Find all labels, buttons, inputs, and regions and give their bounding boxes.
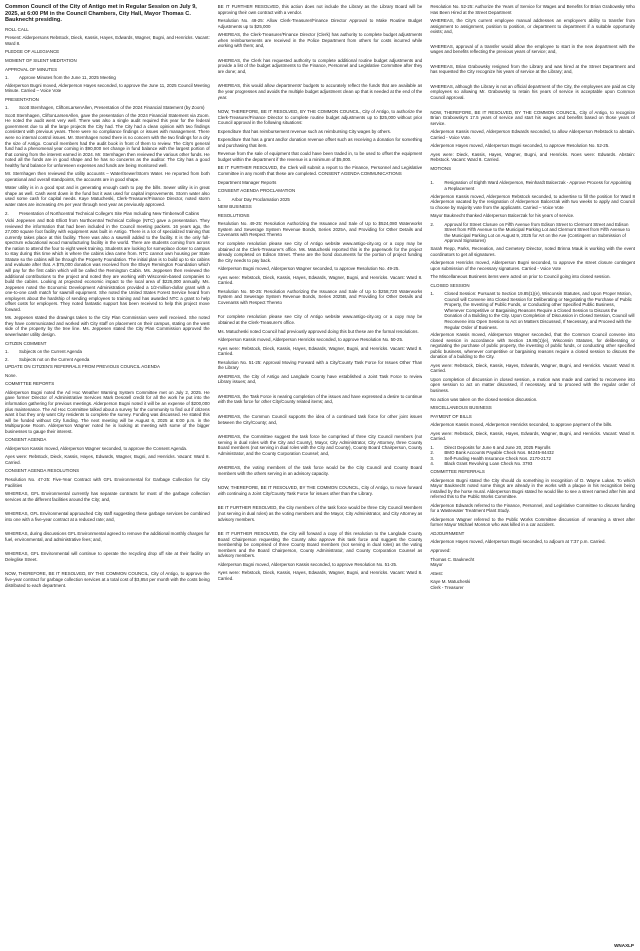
paragraph: WHEREAS, the City's current employee manual addresses an employee's ability to transfer from assignment to assignment, position to position, or department to department if a suitable opportunity exists; and, [430, 18, 636, 35]
paragraph: Ayes were: Rebstock, Dieck, Kassis, Hayes, Edwards, Wagner, Bugni, and Henricks. Vacant: Ward 8. Carried. [217, 570, 423, 581]
item-text: Presentation of Northcentral Technical College's Site Plan Including New Timberwolf Cabins [19, 210, 200, 216]
paragraph: Ayes were: Rebstock, Dieck, Kassis, Hayes, Edwards, Wagner, Bugni, and Henricks. Vacant: Ward 8. Carried. [430, 430, 636, 442]
paragraph: Alderperson Kassis moved, Alderperson Henricks seconded, to approve payment of the bills. [430, 422, 613, 428]
numbered-item [5, 357, 210, 363]
section-heading: MOTIONS [430, 165, 452, 171]
paragraph: Mayor Bauknecht thanked Alderperson Balcerzak for his years of service. [430, 213, 575, 219]
item-text: Approve Minutes from the June 11, 2025 Meeting [19, 75, 116, 81]
paragraph: WHEREAS, the Clerk has requested authority to complete additional routine budget adjustments and provide a list of the budget adjustments to the Finance, Personnel and Legislative Committee after they are done; and, [217, 57, 423, 74]
paragraph: Alderperson Bugni stated the City should do something in recognition of D. Wayne Lukas. To which Mayor Bauknecht noted some things are already in the works with a plaque in his recognition being installed by the horse mural. Alderperson Bugni stated he would like to see a street named after him and referred this to the Public Works Committee. [430, 477, 636, 500]
numbered-item [5, 75, 210, 81]
item-number: 4. [430, 461, 435, 467]
item-number: 2. [5, 356, 9, 362]
paragraph: Alderperson Hayes moved, Alderperson Bugni seconded, to approve Resolution No. 52-25. [430, 143, 610, 149]
paragraph: Alderperson Bugni noted the Ad Hoc Weather Warning System Committee met on July 2, 2025. He gave former Director of Administrative Services Mark Desotell credit for all the work he put into the information gathering for previous meetings. Alderperson Bugni noted it will be an expense of $200,000 plus maintenance. The Ad Hoc Committee talked about a survey for the community to find out if citizens want it but they only want City residents to complete the survey. Funding was discussed. He stated this will be funded without City funding. The next meeting will be August 6, 2025 at 6:00 p.m. in the Multipurpose Room. Alderperson Wagner noted he is looking at meeting with some of the bigger businesses to gauge their interest. [5, 389, 210, 434]
item-number: 3. [430, 455, 435, 461]
section-heading: Mayor [430, 562, 443, 568]
paragraph: Alderperson Kassis moved, Alderperson Henricks seconded, to approve Resolution No. 50-25. [217, 337, 404, 343]
paragraph: Alderperson Kassis moved, Alderperson Edwards seconded, to allow Alderperson Rebstock to abstain. Carried - Voice Vote. [430, 129, 636, 140]
paragraph: Alderperson Kassis moved, Alderperson Rebstock seconded, to advertise to fill the position for Ward 8 Alderperson vacated by the resignation of Alderperson Balcerzak with two weeks to apply and Council to choose by majority vote from the applicants. Carried – Voice Vote [430, 193, 636, 210]
paragraph: Alderperson Bugni moved, Alderperson Kassis seconded, to approve Resolution No. 51-25. [217, 561, 398, 567]
paragraph: Resolution No. 51-25: Approval Moving Forward with a City/County Task Force for Issues Other Than the Library [217, 359, 423, 371]
paragraph: The Miscellaneous Business items were acted on prior to Council going into closed session. [430, 274, 611, 280]
item-text: Closed Session: Pursuant to Section 19.85(1)(e), Wisconsin Statutes, and Upon Proper Motion, Council will Convene into Closed Session for Deliberating or Negotiating the Purchase of Public Property, the Investing of Public Funds, or Conducting other Specified Public Business, Whenever Competitive or Bargaining Reasons Require a Closed Session to Discuss the Donation of a Building to the City. Upon Completion of Discussion in Closed Session, Council will Reconvene into Open Session to Act on Matters Discussed, If Necessary, and Proceed with the Regular Order of Business. [444, 291, 635, 330]
paragraph: WHEREAS, GFL Environmental will continue to operate the recycling drop off site at their facility on Deleglise Street. [5, 551, 210, 562]
paragraph: WHEREAS, the Task Force is nearing completion of the issues and have expressed a desire to continue with the task force for other City/County related items; and, [217, 393, 423, 405]
paragraph: Revenue from the sale of equipment that could have been traded in, to be used to offset the equipment budget within the department if the revenue is a minimum of $5,000. [217, 151, 423, 162]
numbered-item [218, 197, 423, 203]
column-1 [5, 4, 210, 944]
paragraph: None. [5, 372, 17, 378]
section-heading: CLOSED SESSION [430, 282, 470, 288]
paragraph: Alderperson Hayes moved, Alderperson Bugni seconded, to adjourn at 7:37 p.m. Carried. [430, 539, 606, 545]
paragraph: NOW, THEREFORE, BE IT RESOLVED, BY THE COMMON COUNCIL, City of Antigo, to move forward with continuing a Joint City/County Task Force for issues other than the Library. [217, 485, 423, 496]
paragraph: WHEREAS, Brian Grabowsky resigned from the Library and was hired at the Street Department and has requested the City recognize his years of service at the Library; and, [430, 63, 636, 75]
item-number: 2. [5, 210, 9, 216]
item-number: 1. [5, 105, 9, 111]
section-heading: CONSENT AGENDA [5, 437, 47, 443]
item-number: 2. [430, 450, 435, 456]
paragraph: BE IT FURTHER RESOLVED, the City will forward a copy of this resolution to the Langlade County Board Chairperson requesting the County also approve this task force and suggest the County membership be comprised of three County Board members (not serving in dual roles) as the voting members and the Board Chairperson, County Administrator, and County Corporation Counsel as advisory members. [217, 531, 423, 559]
section-heading: ADJOURNMENT [430, 530, 465, 536]
paragraph: Resolution No. 49-25: Resolution Authorizing the Issuance and Sale of Up to $524,080 Waterworks System and Sewerage System Revenue Bonds, Series 2025A, and Providing for Other Details and Covenants with Respect Thereto [217, 221, 423, 238]
paragraph: Resolution No. 48-25: Allow Clerk-Treasurer/Finance Director Approval to Make Routine Budget Adjustments up to $25,000 [217, 18, 423, 29]
paragraph: Alderperson Henricks moved, Alderperson Bugni seconded, to approve the street closure contingent upon submission of the necessary signatures. Carried - Voice Vote [430, 260, 636, 271]
paragraph: For complete resolution please see City of Antigo website www.antigo-city.org or a copy may be obtained at the Clerk-Treasurer's office. Ms. Matucheski reported this is the paperwork for the project already completed on Edison Street. These are the bond documents for the portion of project funding the City needs to pay back. [217, 240, 423, 263]
paragraph: Ayes were: Rebstock, Dieck, Kassis, Hayes, Edwards, Wagner, Bugni, and Henricks. Vacant: Ward 8. Carried. [5, 454, 210, 465]
section-heading: Attest: [430, 570, 443, 576]
paragraph: WHEREAS, during discussions GFL Environmental agreed to remove the additional monthly charges for fuel, environmental, and administrative fees; and, [5, 531, 210, 542]
section-heading: PRESENTATION [5, 96, 39, 102]
notice-columns [5, 4, 635, 944]
signatory-name: Thomas C. Bauknecht [430, 556, 475, 562]
section-heading: Department Manager Reports [217, 179, 277, 185]
item-text: Arbor Day Proclamation 2025 [231, 196, 290, 202]
item-number: 1. [430, 444, 435, 450]
paragraph: NOW, THEREFORE, BE IT RESOLVED, BY THE COMMON COUNCIL, City of Antigo, to authorize the Clerk-Treasurer/Finance Director to complete routine budget adjustments up to $25,000 without prior Council approval in the following situations: [217, 109, 423, 126]
paragraph: Alderperson Edwards referred to the Finance, Personnel, and Legislative Committee to discuss funding for a Wastewater Treatment Plant Study. [430, 502, 636, 514]
paragraph: Resolution No. 52-25: Authorize the Years of Service for Wages and Benefits for Brian Grabowsky Who Has Been Hired at the Street Department [430, 4, 636, 15]
section-heading: UPDATE ON CITIZEN'S REFERRALS FROM PREVIOUS COUNCIL AGENDA [5, 364, 160, 370]
item-text: Resignation of Eighth Ward Alderperson, Reinhardt Balcerzak - Approve Process for Appointing a Replacement [444, 180, 632, 192]
section-heading: Clerk - Treasurer [430, 584, 464, 590]
section-heading: CONSENT AGENDA PROCLAMATION [217, 188, 296, 194]
numbered-item [430, 291, 635, 330]
signatory-name: Kaye M. Matucheski [430, 579, 471, 585]
item-number: 2. [430, 221, 435, 227]
paragraph: BE IT FURTHER RESOLVED, this action does not include the Library as the Library Board will be approving their own contract with a vendor. [217, 4, 423, 15]
paragraph: Alderperson Wagner referred to the Public Works Committee discussion of renaming a street after former Mayor Michael Monson who was killed in a car accident. [430, 516, 636, 528]
paragraph: NOW, THEREFORE, BE IT RESOLVED, BY THE COMMON COUNCIL, City of Antigo, to approve the five-year contract for garbage collection services at a total cost of $3,854 per month with the costs being distributed to each department. [5, 571, 210, 588]
paragraph: BE IT FURTHER RESOLVED, the Clerk will submit a report to the Finance, Personnel and Legislative Committee in any month that these are completed. CONSENT AGENDA COMMUNICATIONS [217, 165, 423, 177]
item-text: Black Grant Revolving Loan Check No. 3793 [444, 461, 533, 467]
headline: Common Council of the City of Antigo met in Regular Session on July 9, 2025, at 6:00 PM in the Council Chambers, City Hall, Mayor Thomas C. Bauknecht presiding. [5, 4, 197, 24]
paragraph: Alderperson Kassis moved, Alderperson Wagner seconded, that the Common Council convene into closed session in accordance with Section 19.85(1)(e), Wisconsin Statutes, for deliberating or negotiating the purchase of public property, the investing of public funds, or conducting other specified public business, whenever competitive or bargaining reasons require a closed session to discuss the donation of a building to the City. [430, 332, 636, 360]
section-heading: CITIZEN COMMENT [5, 340, 47, 346]
section-heading: Approved: [430, 548, 451, 554]
paragraph: WHEREAS, this would allow departments' budgets to accurately reflect the funds that are available as the year progresses and avoids the multiple budget adjustment clean up that is needed at the end of the year. [217, 83, 423, 100]
paragraph: Alderperson Kassis moved, Alderperson Wagner seconded, to approve the Consent Agenda. [5, 445, 188, 451]
numbered-item [430, 180, 635, 191]
paragraph: Ms. Jeppesen stated the drawings taken to the City Plan Commission were well received. She noted they have communicated and worked with City staff on placement on their campus, stating on the west side of the property by the tree line. Ms. Jeppesen stated the City Plan Commission approved the sewer/water utility design. [5, 315, 210, 338]
numbered-item [5, 105, 210, 111]
section-heading: MOMENT OF SILENT MEDITATION [5, 57, 77, 63]
paragraph: WHEREAS, GFL Environmental currently has separate contracts for most of the garbage collection services at the different facilities around the City; and, [5, 491, 210, 502]
paragraph: Ayes were: Rebstock, Dieck, Kassis, Hayes, Edwards, Wagner, Bugni, and Henricks. Vacant: Ward 8. Carried. [430, 362, 636, 374]
paragraph: Expenditure that has a grant and/or donation revenue offset such as receiving a donation for something and purchasing that item. [217, 137, 423, 148]
item-text: Self-Funding Health Insurance Check Nos. 2170-2172 [444, 455, 551, 461]
paragraph: Ayes were: Rebstock, Dieck, Kassis, Hayes, Edwards, Wagner, Bugni, and Henricks. Vacant: Ward 8. Carried. [217, 274, 423, 286]
paragraph: WHEREAS, approval of a transfer would allow the employee to start in the new department with the wages and benefits reflecting the previous years of service; and, [430, 43, 636, 55]
paragraph: Alderperson Bugni moved, Alderperson Hayes seconded, to approve the June 11, 2025 Council Meeting Minute. Carried – Voice Vote [5, 82, 210, 94]
item-number: 1. [5, 349, 9, 355]
paragraph: Water utility is in a good spot and is generating enough cash to pay the bills. Sewer utility is in great shape as well. Cash went down in the fund but it was used for capital improvements. Storm water also used some cash for capital needs. Kaye Matucheski, Clerk-Treasurer/Finance Director, noted storm water rates are increasing 4% per year through next year as previously approved. [5, 185, 210, 207]
item-text: Direct Deposits for June 6 and June 20, 2025 Payrolls [444, 444, 551, 450]
section-heading: RESOLUTIONS [217, 212, 250, 218]
section-heading: APPROVAL OF MINUTES [5, 66, 58, 72]
item-number: 1. [5, 75, 9, 81]
paragraph: Expenditure that has reimbursement revenue such as reimbursing City wages by others. [217, 128, 392, 134]
paragraph: Upon completion of discussion in closed session, a motion was made and carried to reconvene into open session to act on matter discussed, if necessary, and to proceed with the regular order of business. [430, 376, 636, 393]
paragraph: WHEREAS, the City of Antigo and Langlade County have established a Joint Task Force to review Library issues; and, [217, 373, 423, 385]
paragraph: Ayes were: Dieck, Kassis, Hayes, Wagner, Bugni, and Henricks. Noes were: Edwards. Abstain: Rebstock. Vacant: Ward 8. Carried. [430, 151, 636, 163]
item-number: 1. [217, 196, 222, 202]
paragraph: Ayes were: Rebstock, Dieck, Kassis, Hayes, Edwards, Wagner, Bugni, and Henricks. Vacant: Ward 8. Carried. [217, 345, 423, 357]
section-heading: COMMITTEE REPORTS [5, 381, 55, 387]
paragraph: ROLL CALL [5, 26, 29, 32]
section-heading: NEW BUSINESS [217, 204, 252, 210]
paragraph: BE IT FURTHER RESOLVED, the City members of the task force would be three City Council Members (not serving in dual roles) as the voting members and the Mayor, City Administrator, and City Attorney as advisory members. [217, 505, 423, 522]
column-2 [218, 4, 423, 944]
section-heading: PAYMENT OF BILLS [430, 413, 472, 419]
paragraph: Resolution No. 50-25: Resolution Authorizing the Issuance and Sale of Up to $258,720 Waterworks System and Sewerage System Revenue Bonds, Series 2025B, and Providing for Other Details and Covenants with Respect Thereto [217, 288, 423, 305]
paragraph: WHEREAS, the Clerk-Treasurer/Finance Director (Clerk) has authority to complete budget adjustments when reimbursements are received in the Police Department from others for costs incurred while working with them; and, [217, 32, 423, 49]
numbered-item [430, 222, 635, 244]
item-number: 1. [430, 180, 435, 186]
item-text: Scott Sternhagen, CliftonLarsenAllen, Presentation of the 2024 Financial Statement (by Zoom) [19, 105, 205, 111]
paragraph: WHEREAS, although the Library is not an official department of the City, the employees are paid as City employees so allowing Mr. Grabowsky to retain his years of service is acceptable upon Common Council approval. [430, 83, 636, 101]
section-heading: PLEDGE OF ALLEGIANCE [5, 49, 60, 55]
paragraph: Sarah Repp, Parks, Recreation, and Cemetery Director, noted Brinna Mauk is working with the event coordinators to get all signatures. [430, 245, 636, 257]
paragraph: WHEREAS, the Common Council supports the idea of a continued task force for other joint issues between the City/County; and, [217, 413, 423, 425]
paragraph: NOW, THEREFORE, BE IT RESOLVED, BY THE COMMON COUNCIL, City of Antigo, to recognize Brian Grabowsky's 17.5 years of service and start his wages and benefits based on those years of service. [430, 109, 636, 126]
item-text: Subjects on the Current Agenda [19, 349, 82, 355]
item-number: 1. [430, 291, 435, 297]
numbered-item [5, 349, 210, 355]
column-3 [430, 4, 635, 944]
section-heading: MISCELLANEOUS BUSINESS [430, 405, 492, 411]
paragraph: WHEREAS, GFL Environmental approached City staff suggesting these garbage services be combined into one with a five-year contract at a reduced rate; and, [5, 511, 210, 522]
paragraph: For complete resolution please see City of Antigo website www.antigo-city.org or a copy may be obtained at the Clerk-Treasurer's office. [217, 314, 423, 325]
paragraph: Ms. Matucheski noted Council had previously approved doing this but these are the formal resolutions. [217, 328, 419, 334]
item-text: Approval for Street Closure on Fifth Avenue from Edison Street to Clermont Street and Edison Street from Fifth Avenue to the Municipal Parking Lot and Clermont Street from Fifth Avenue to the Municipal Parking Lot on August 9, 2025 for Art on the Ave (Contingent on Submission of Approval Signatures) [444, 221, 630, 244]
item-text: BMO Bank Accounts Payable Check Nos. 84245-84432 [444, 450, 554, 456]
paragraph: Resolution No. 47-25: Five-Year Contract with GFL Environmental for Garbage Collection for City Facilities [5, 476, 210, 488]
paragraph: Scott Sternhagen, CliftonLarsenAllen, gave the presentation of the 2024 Financial Statement via Zoom. He noted the audit went very well. There was also a single audit required this year for the federal government due to all the large projects the City had. The City had a clean opinion with two findings consistent with previous years. There were no compliance findings or issues with management. There were no internal control issues. Mr. Sternhagen noted there is no concern with the two findings for a city the size of Antigo. Council members had the audit book in front of them to review. The City's general fund had a phenomenal year coming in $90,000 net change in fund balance with the largest portion of that coming from the interest earned in 2024. Mr. Sternhagen then reviewed the various other funds. He noted all the funds are in good shape and he has no concerns as the auditor. The City has a good healthy fund balance for unforeseen expenses and funds are being monitored well. [5, 112, 210, 168]
paragraph: No action was taken on the closed session discussion. [430, 396, 538, 402]
paragraph: WHEREAS, the Committee suggest the task force be comprised of three City Council members (not serving in dual roles with the City and County), Mayor, City Administrator, City Attorney, three County Board members (not serving in dual roles with the City and County), County Board Chairperson, County Administrator, and the County Corporation Counsel; and, [217, 434, 423, 456]
section-heading: COMMITTEE REFERRALS [430, 469, 485, 474]
publication-code: WNAXLP [614, 943, 634, 948]
numbered-item [430, 461, 635, 467]
paragraph: WHEREAS, the voting members of the task force would be the City Council and County Board members with the others serving in an advisory capacity. [217, 465, 423, 476]
numbered-item [5, 211, 210, 217]
paragraph: Mr. Sternhagen then reviewed the utility accounts – Water/Sewer/Storm Water. He reported from both operational and overall standpoints, the accounts are in good shape. [5, 171, 210, 182]
paragraph: Present: Alderpersons Rebstock, Dieck, Kassis, Hayes, Edwards, Wagner, Bugni, and Henricks. Vacant: Ward 8. [5, 35, 210, 46]
paragraph: Alderperson Bugni moved, Alderperson Wagner seconded, to approve Resolution No. 49-25. [217, 266, 400, 272]
paragraph: Vicki Jeppesen and Bob Elliott from Northcentral Technical College (NTC) gave a presentation. They reviewed the information that had been included in the Council meeting packets. 16 years ago, the 27,000 square foot facility with equipment was built in Antigo. There is a lot of specialized training that currently takes place at this facility. There was also a sawmill added to the facility. It is the only full-spectrum educational wood manufacturing facility in the world. There are students coming from across the nation to attend the four to eight week training. Students are looking for someplace closer to campus to stay during this time which is where the cabins idea came from. NTC cannot own housing per State Statute so the cabins will be through the Property Foundation. The initial plan is to build up to six cabins and evaluate after that. A $75,000 donation was received from the Elwyn Remington Foundation which will pay for the first cabin which will be called the Remington Cabin. Ms. Jeppesen then reviewed the additional contributions to the project and noted they are working with Wisconsin-based companies to build the cabins. Looking at projected economic impact to the local area of $225,000 annually. Ms. Jeppesen noted the Economic Development Administration provided a 1/2-million-dollar grant with a one-to-one cash match for sawmill equipment. She noted the United States Forest Service heard from employers about the hardship of sending employees to training and has awarded NTC a grant to help offset costs for employers. They noted fantastic support has been received to help this project move forward. [5, 218, 210, 312]
item-text: Subjects not on the Current Agenda [19, 356, 90, 362]
section-heading: CONSENT AGENDA RESOLUTIONS [5, 468, 80, 474]
